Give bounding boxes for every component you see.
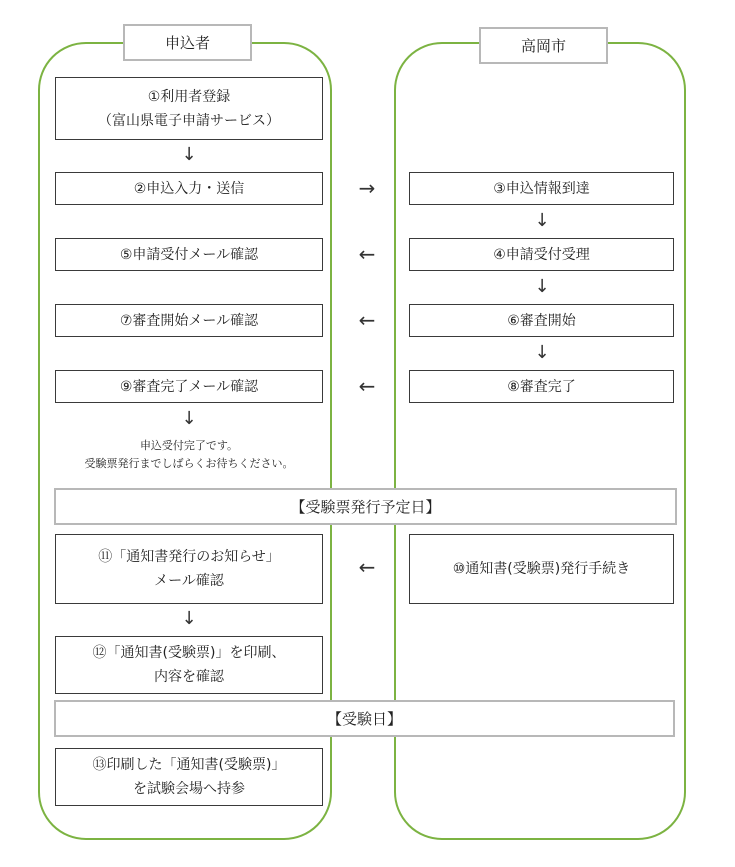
left-arrow-8-9: ←	[358, 374, 376, 398]
acceptance-complete-note	[55, 437, 323, 473]
ticket-issue-date-banner: 【受験票発行予定日】	[54, 488, 677, 525]
note-line-2: 受験票発行までしばらくお待ちください。	[84, 457, 294, 470]
step-1-line2: （富山県電子申請サービス）	[98, 112, 280, 129]
step-3-application-received: ③申込情報到達	[409, 172, 674, 205]
step-2-apply-submit: ②申込入力・送信	[55, 172, 323, 205]
step-1-user-registration	[55, 77, 323, 140]
step-10-issue-procedure: ⑩通知書(受験票)発行手続き	[409, 534, 674, 604]
step-7-review-start-email-check: ⑦審査開始メール確認	[55, 304, 323, 337]
applicant-lane-title: 申込者	[123, 24, 252, 61]
right-arrow-2-3: →	[358, 176, 376, 200]
step-1-line1: ①利用者登録	[147, 88, 231, 105]
note-line-1: 申込受付完了です。	[139, 439, 239, 452]
step-11-line2: メール確認	[154, 573, 224, 589]
down-arrow-4-6: ↓	[534, 276, 550, 297]
city-lane-title: 高岡市	[479, 27, 608, 64]
down-arrow-3-4: ↓	[534, 210, 550, 231]
step-11-line1: ⑪「通知書発行のお知らせ」	[98, 549, 280, 565]
step-11-notice-email-check	[55, 534, 323, 604]
down-arrow-11-12: ↓	[181, 608, 197, 629]
step-13-line1: ⑬印刷した「通知書(受験票)」	[92, 757, 286, 773]
exam-day-banner: 【受験日】	[54, 700, 675, 737]
step-6-review-start: ⑥審査開始	[409, 304, 674, 337]
left-arrow-10-11: ←	[358, 555, 376, 579]
step-12-print-and-confirm	[55, 636, 323, 694]
left-arrow-6-7: ←	[358, 308, 376, 332]
step-12-line1: ⑫「通知書(受験票)」を印刷、	[92, 645, 286, 661]
left-arrow-4-5: ←	[358, 242, 376, 266]
step-9-review-complete-email-check: ⑨審査完了メール確認	[55, 370, 323, 403]
step-12-line2: 内容を確認	[154, 669, 224, 685]
step-5-receipt-email-check: ⑤申請受付メール確認	[55, 238, 323, 271]
down-arrow-1-2: ↓	[181, 144, 197, 165]
step-8-review-complete: ⑧審査完了	[409, 370, 674, 403]
step-4-application-accepted: ④申請受付受理	[409, 238, 674, 271]
down-arrow-9-note: ↓	[181, 408, 197, 429]
step-13-line2: を試験会場へ持参	[133, 781, 245, 797]
down-arrow-6-8: ↓	[534, 342, 550, 363]
step-13-bring-ticket	[55, 748, 323, 806]
